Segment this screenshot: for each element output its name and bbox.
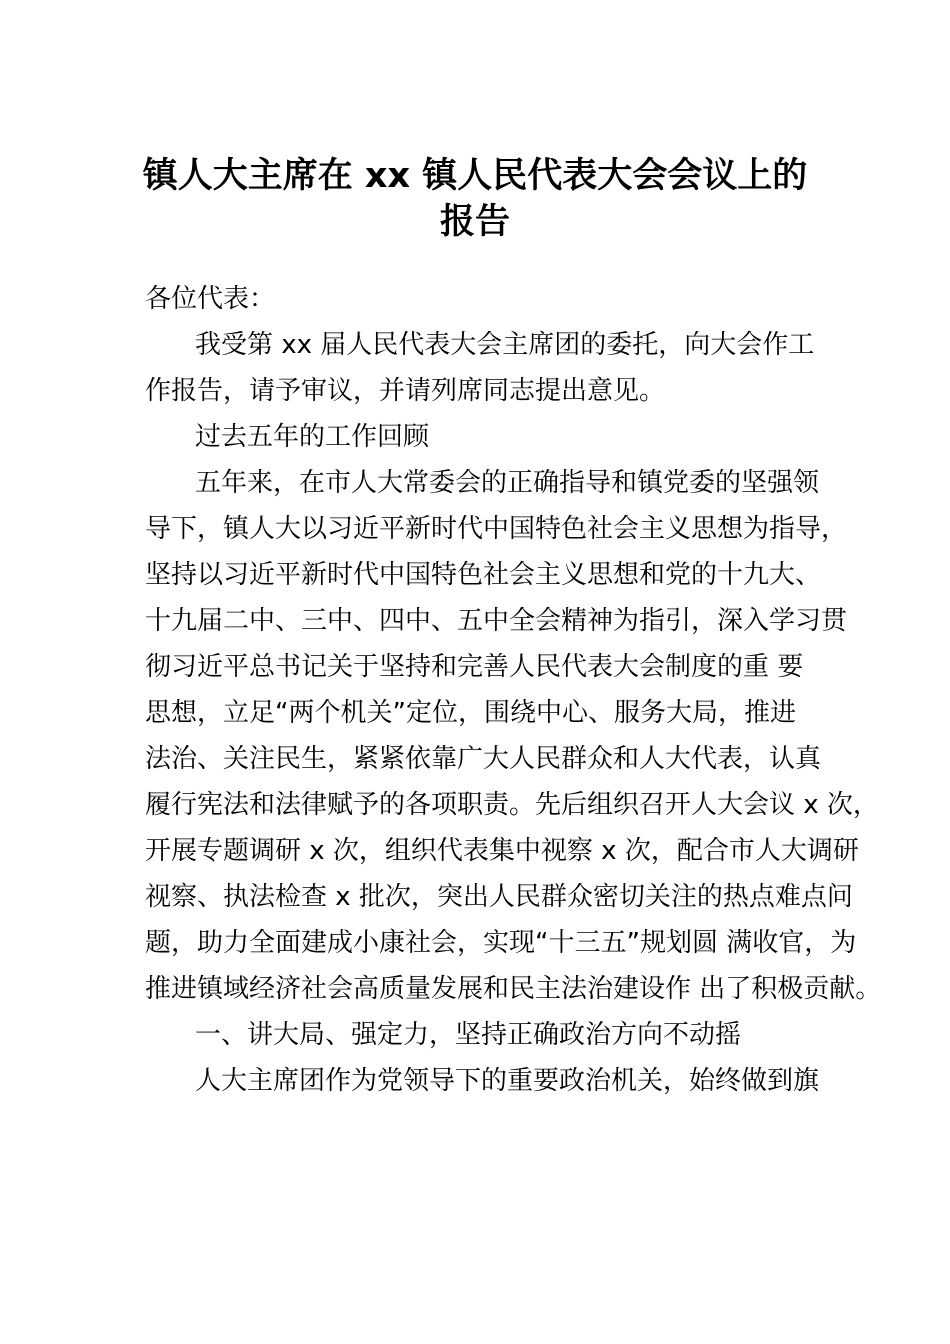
body-line: 推进镇域经济社会高质量发展和民主法治建设作 出了积极贡献。 xyxy=(145,974,882,1004)
body-line: 题，助力全面建成小康社会，实现“十三五”规划圆 满收官，为 xyxy=(145,928,857,958)
body-line: 导下，镇人大以习近平新时代中国特色社会主义思想为指导， xyxy=(145,514,848,544)
salutation: 各位代表： xyxy=(145,284,276,314)
body-line: 履行宪法和法律赋予的各项职责。先后组织召开人大会议 x 次， xyxy=(145,790,879,820)
body-line: 彻习近平总书记关于坚持和完善人民代表大会制度的重 要 xyxy=(145,652,804,682)
body-line: 法治、关注民生，紧紧依靠广大人民群众和人大代表，认真 xyxy=(145,744,822,774)
document-title-line-1: 镇人大主席在 xx 镇人民代表大会会议上的 xyxy=(142,156,808,196)
document-title-line-2: 报告 xyxy=(439,202,510,242)
section-heading: 一、讲大局、强定力，坚持正确政治方向不动摇 xyxy=(195,1020,742,1050)
body-line: 视察、执法检查 x 批次，突出人民群众密切关注的热点难点问 xyxy=(145,882,853,912)
body-line: 人大主席团作为党领导下的重要政治机关，始终做到旗 xyxy=(195,1066,820,1096)
body-line: 我受第 xx 届人民代表大会主席团的委托，向大会作工 xyxy=(195,330,815,360)
body-line: 十九届二中、三中、四中、五中全会精神为指引，深入学习贯 xyxy=(145,606,848,636)
body-line: 开展专题调研 x 次，组织代表集中视察 x 次，配合市人大调研 xyxy=(145,836,859,866)
body-line: 思想，立足“两个机关”定位，围绕中心、服务大局，推进 xyxy=(145,698,796,728)
section-heading: 过去五年的工作回顾 xyxy=(195,422,430,452)
body-line: 作报告，请予审议，并请列席同志提出意见。 xyxy=(145,376,666,406)
body-line: 五年来，在市人大常委会的正确指导和镇党委的坚强领 xyxy=(195,468,820,498)
body-line: 坚持以习近平新时代中国特色社会主义思想和党的十九大、 xyxy=(145,560,822,590)
